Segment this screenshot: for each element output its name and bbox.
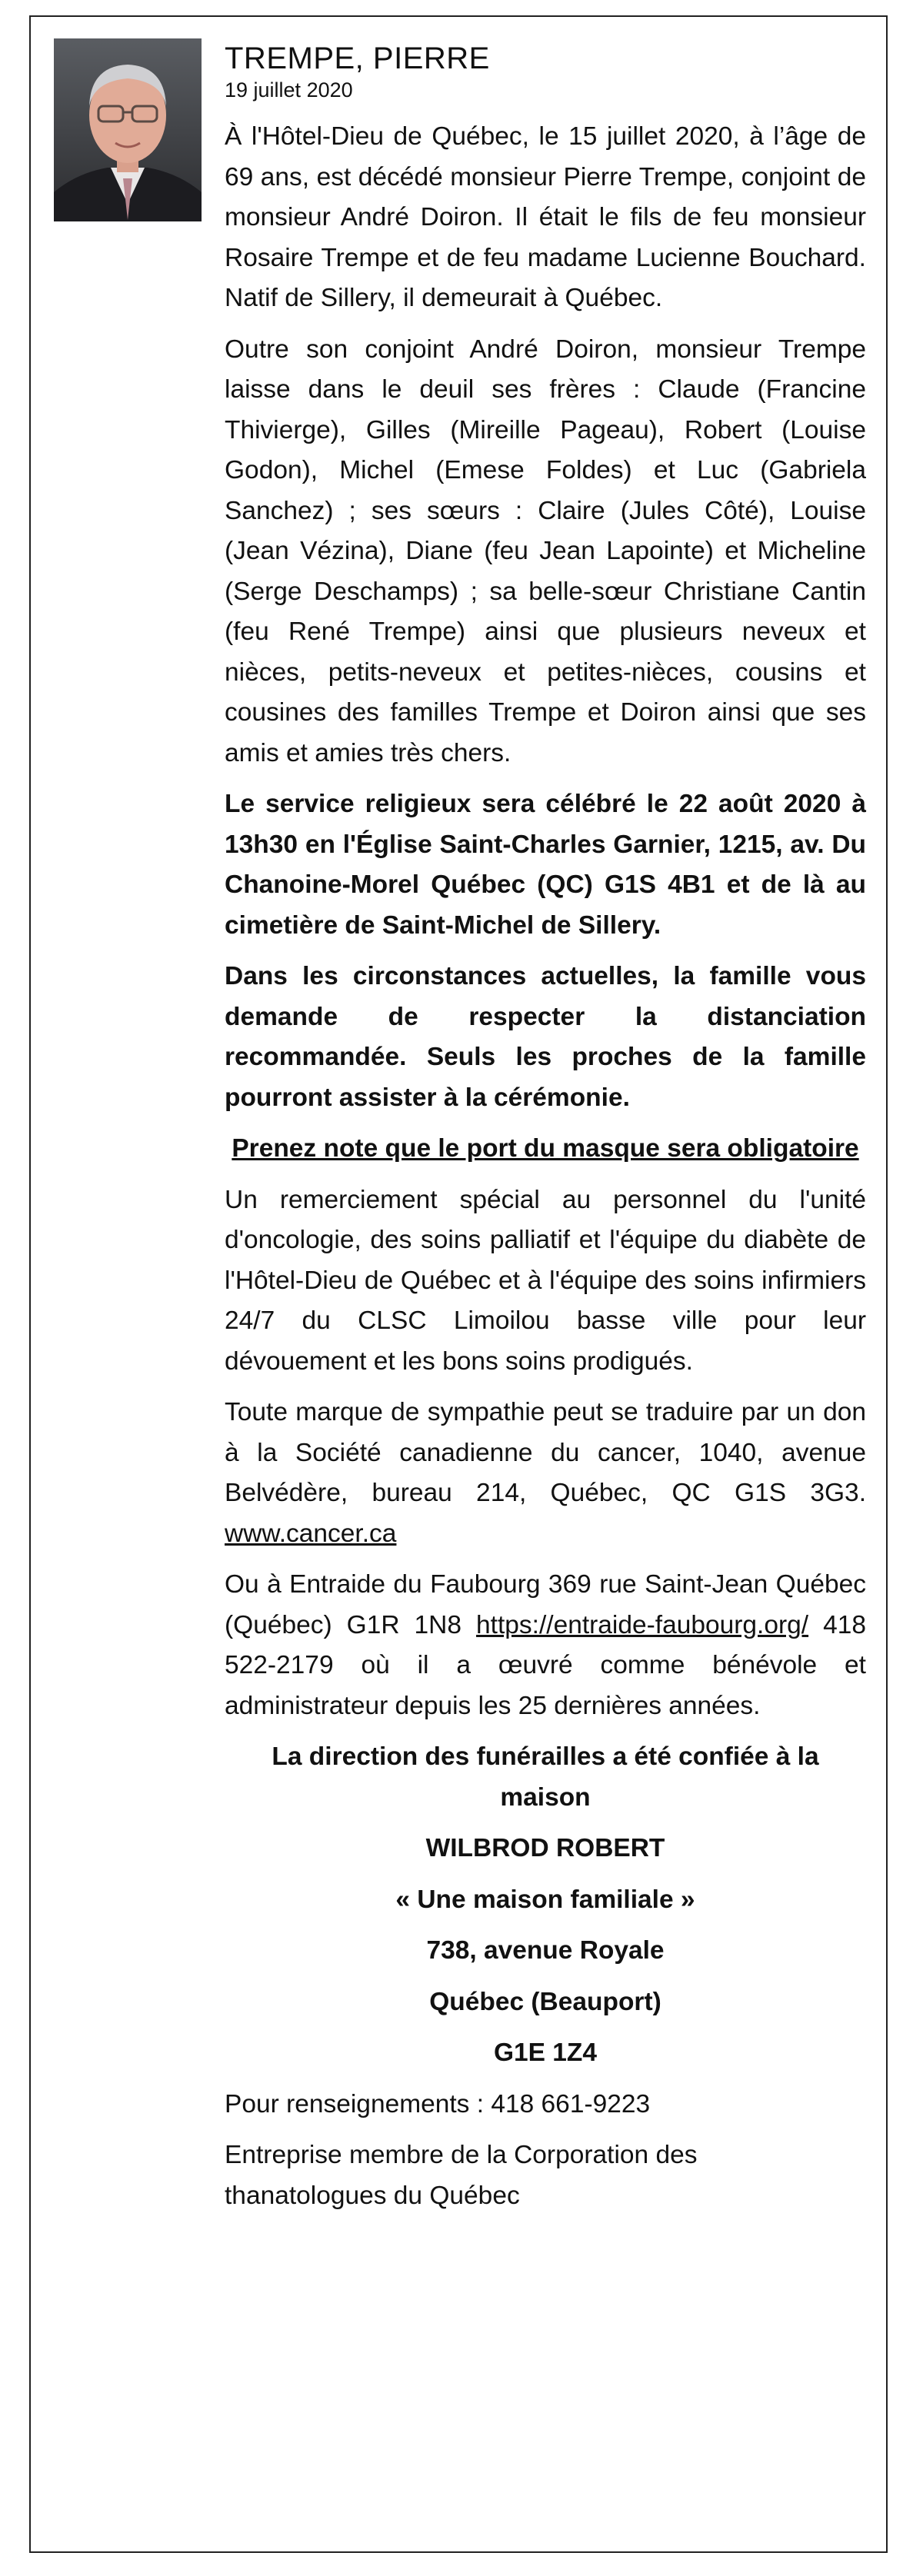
service-details-paragraph: Le service religieux sera célébré le 22 août 2020 à 13h30 en l'Église Saint-Charles Garnier, 1215, av. Du Chanoine-Morel Québec (QC) G1S 4B1 et de là au cimetière de Saint-Michel de Sillery. (225, 790, 866, 940)
donation-paragraph (225, 1393, 866, 1554)
mask-requirement-note: Prenez note que le port du masque sera obligatoire (232, 1134, 859, 1163)
funeral-home-name: WILBROD ROBERT (425, 1834, 665, 1862)
entraide-text: Ou à Entraide du Faubourg 369 rue Saint-Jean Québec (Québec) G1R 1N8 (225, 1570, 866, 1639)
funeral-direction-text: La direction des funérailles a été confiée à la maison (272, 1742, 819, 1812)
thanks-paragraph: Un remerciement spécial au personnel du l'unité d'oncologie, des soins palliatif et l'équipe du diabète de l'Hôtel-Dieu de Québec et à l'équipe des soins infirmiers 24/7 du CLSC Limoilou basse ville pour leur dévouement et les bons soins prodigués. (225, 1185, 866, 1376)
distancing-notice-paragraph: Dans les circonstances actuelles, la famille vous demande de respecter la distanciation recommandée. Seuls les proches de la famille pourront assister à la cérémonie. (225, 962, 866, 1112)
survivors-paragraph: Outre son conjoint André Doiron, monsieur Trempe laisse dans le deuil ses frères : Claude (Francine Thivierge), Gilles (Mireille Pageau), Robert (Louise Godon), Michel (Emese Foldes) et Luc (Gabriela Sanchez) ; ses sœurs : Claire (Jules Côté), Louise (Jean Vézina), Diane (feu Jean Lapointe) et Micheline (Serge Deschamps) ; sa belle-sœur Christiane Cantin (feu René Trempe) ainsi que plusieurs neveux et nièces, petits-neveux et petites-nièces, cousins et cousines des familles Trempe et Doiron ainsi que ses amis et amies très chers. (225, 334, 866, 767)
donation-text: Toute marque de sympathie peut se traduire par un don à la Société canadienne du cancer, 1040, avenue Belvédère, bureau 214, Québec, QC G1S 3G3. (225, 1398, 866, 1507)
obituary-content (225, 40, 866, 2227)
funeral-home-tagline: « Une maison familiale » (395, 1885, 695, 1914)
information-phone: Pour renseignements : 418 661-9223 (225, 2089, 651, 2118)
entraide-paragraph (225, 1565, 866, 1726)
cancer-society-link[interactable]: www.cancer.ca (225, 1519, 397, 1548)
funeral-home-street: 738, avenue Royale (426, 1936, 665, 1965)
publication-date: 19 juillet 2020 (225, 78, 353, 102)
portrait-photo-svg (54, 38, 202, 221)
portrait-photo-icon (54, 38, 202, 221)
funeral-home-postal-code: G1E 1Z4 (493, 2039, 598, 2067)
entraide-link[interactable]: https://entraide-faubourg.org/ (476, 1610, 809, 1639)
membership-statement: Entreprise membre de la Corporation des thanatologues du Québec (225, 2141, 698, 2210)
entraide-text-end: 418 522-2179 où il a œuvré comme bénévole et administrateur depuis les 25 dernières années. (225, 1610, 867, 1720)
funeral-home-city: Québec (Beauport) (429, 1987, 661, 2016)
deceased-name: TREMPE, PIERRE (225, 42, 490, 75)
death-announcement-paragraph: À l'Hôtel-Dieu de Québec, le 15 juillet 2020, à l’âge de 69 ans, est décédé monsieur Pierre Trempe, conjoint de monsieur André Doiron. Il était le fils de feu monsieur Rosaire Trempe et de feu madame Lucienne Bouchard. Natif de Sillery, il demeurait à Québec. (225, 122, 866, 312)
